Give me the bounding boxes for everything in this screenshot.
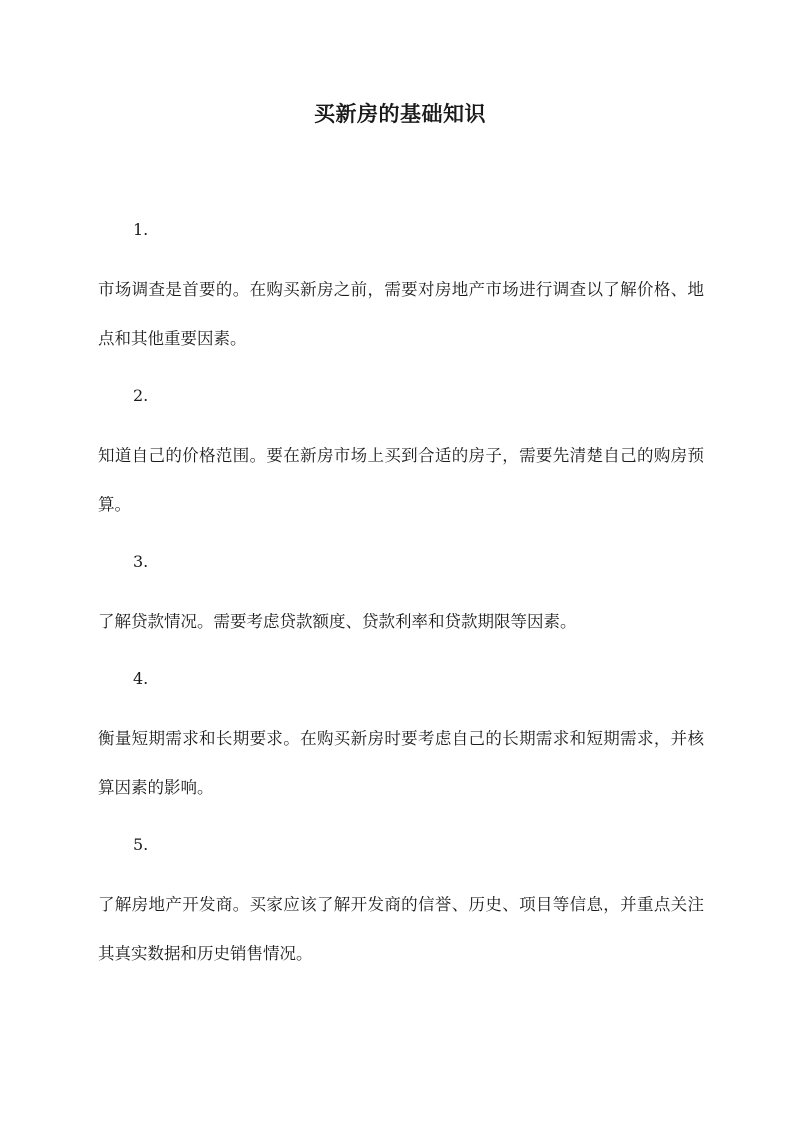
section-text: 知道自己的价格范围。要在新房市场上买到合适的房子，需要先清楚自己的购房预算。 bbox=[98, 446, 704, 514]
section-number: 5. bbox=[133, 835, 149, 854]
section-4 bbox=[98, 667, 704, 812]
document-body bbox=[98, 218, 704, 978]
document-title: 买新房的基础知识 bbox=[314, 101, 486, 126]
section-number: 1. bbox=[133, 220, 149, 239]
section-text: 了解房地产开发商。买家应该了解开发商的信誉、历史、项目等信息，并重点关注其真实数据和历史销售情况。 bbox=[98, 895, 704, 963]
section-number: 2. bbox=[133, 386, 149, 405]
section-5 bbox=[98, 833, 704, 978]
section-number: 3. bbox=[133, 552, 149, 571]
section-text: 了解贷款情况。需要考虑贷款额度、贷款利率和贷款期限等因素。 bbox=[98, 612, 577, 631]
section-1 bbox=[98, 218, 704, 363]
section-text: 衡量短期需求和长期要求。在购买新房时要考虑自己的长期需求和短期需求，并核算因素的影响。 bbox=[98, 729, 704, 797]
section-number: 4. bbox=[133, 669, 149, 688]
section-text: 市场调查是首要的。在购买新房之前，需要对房地产市场进行调查以了解价格、地点和其他重要因素。 bbox=[98, 280, 704, 348]
section-2 bbox=[98, 384, 704, 529]
section-3 bbox=[98, 550, 704, 646]
